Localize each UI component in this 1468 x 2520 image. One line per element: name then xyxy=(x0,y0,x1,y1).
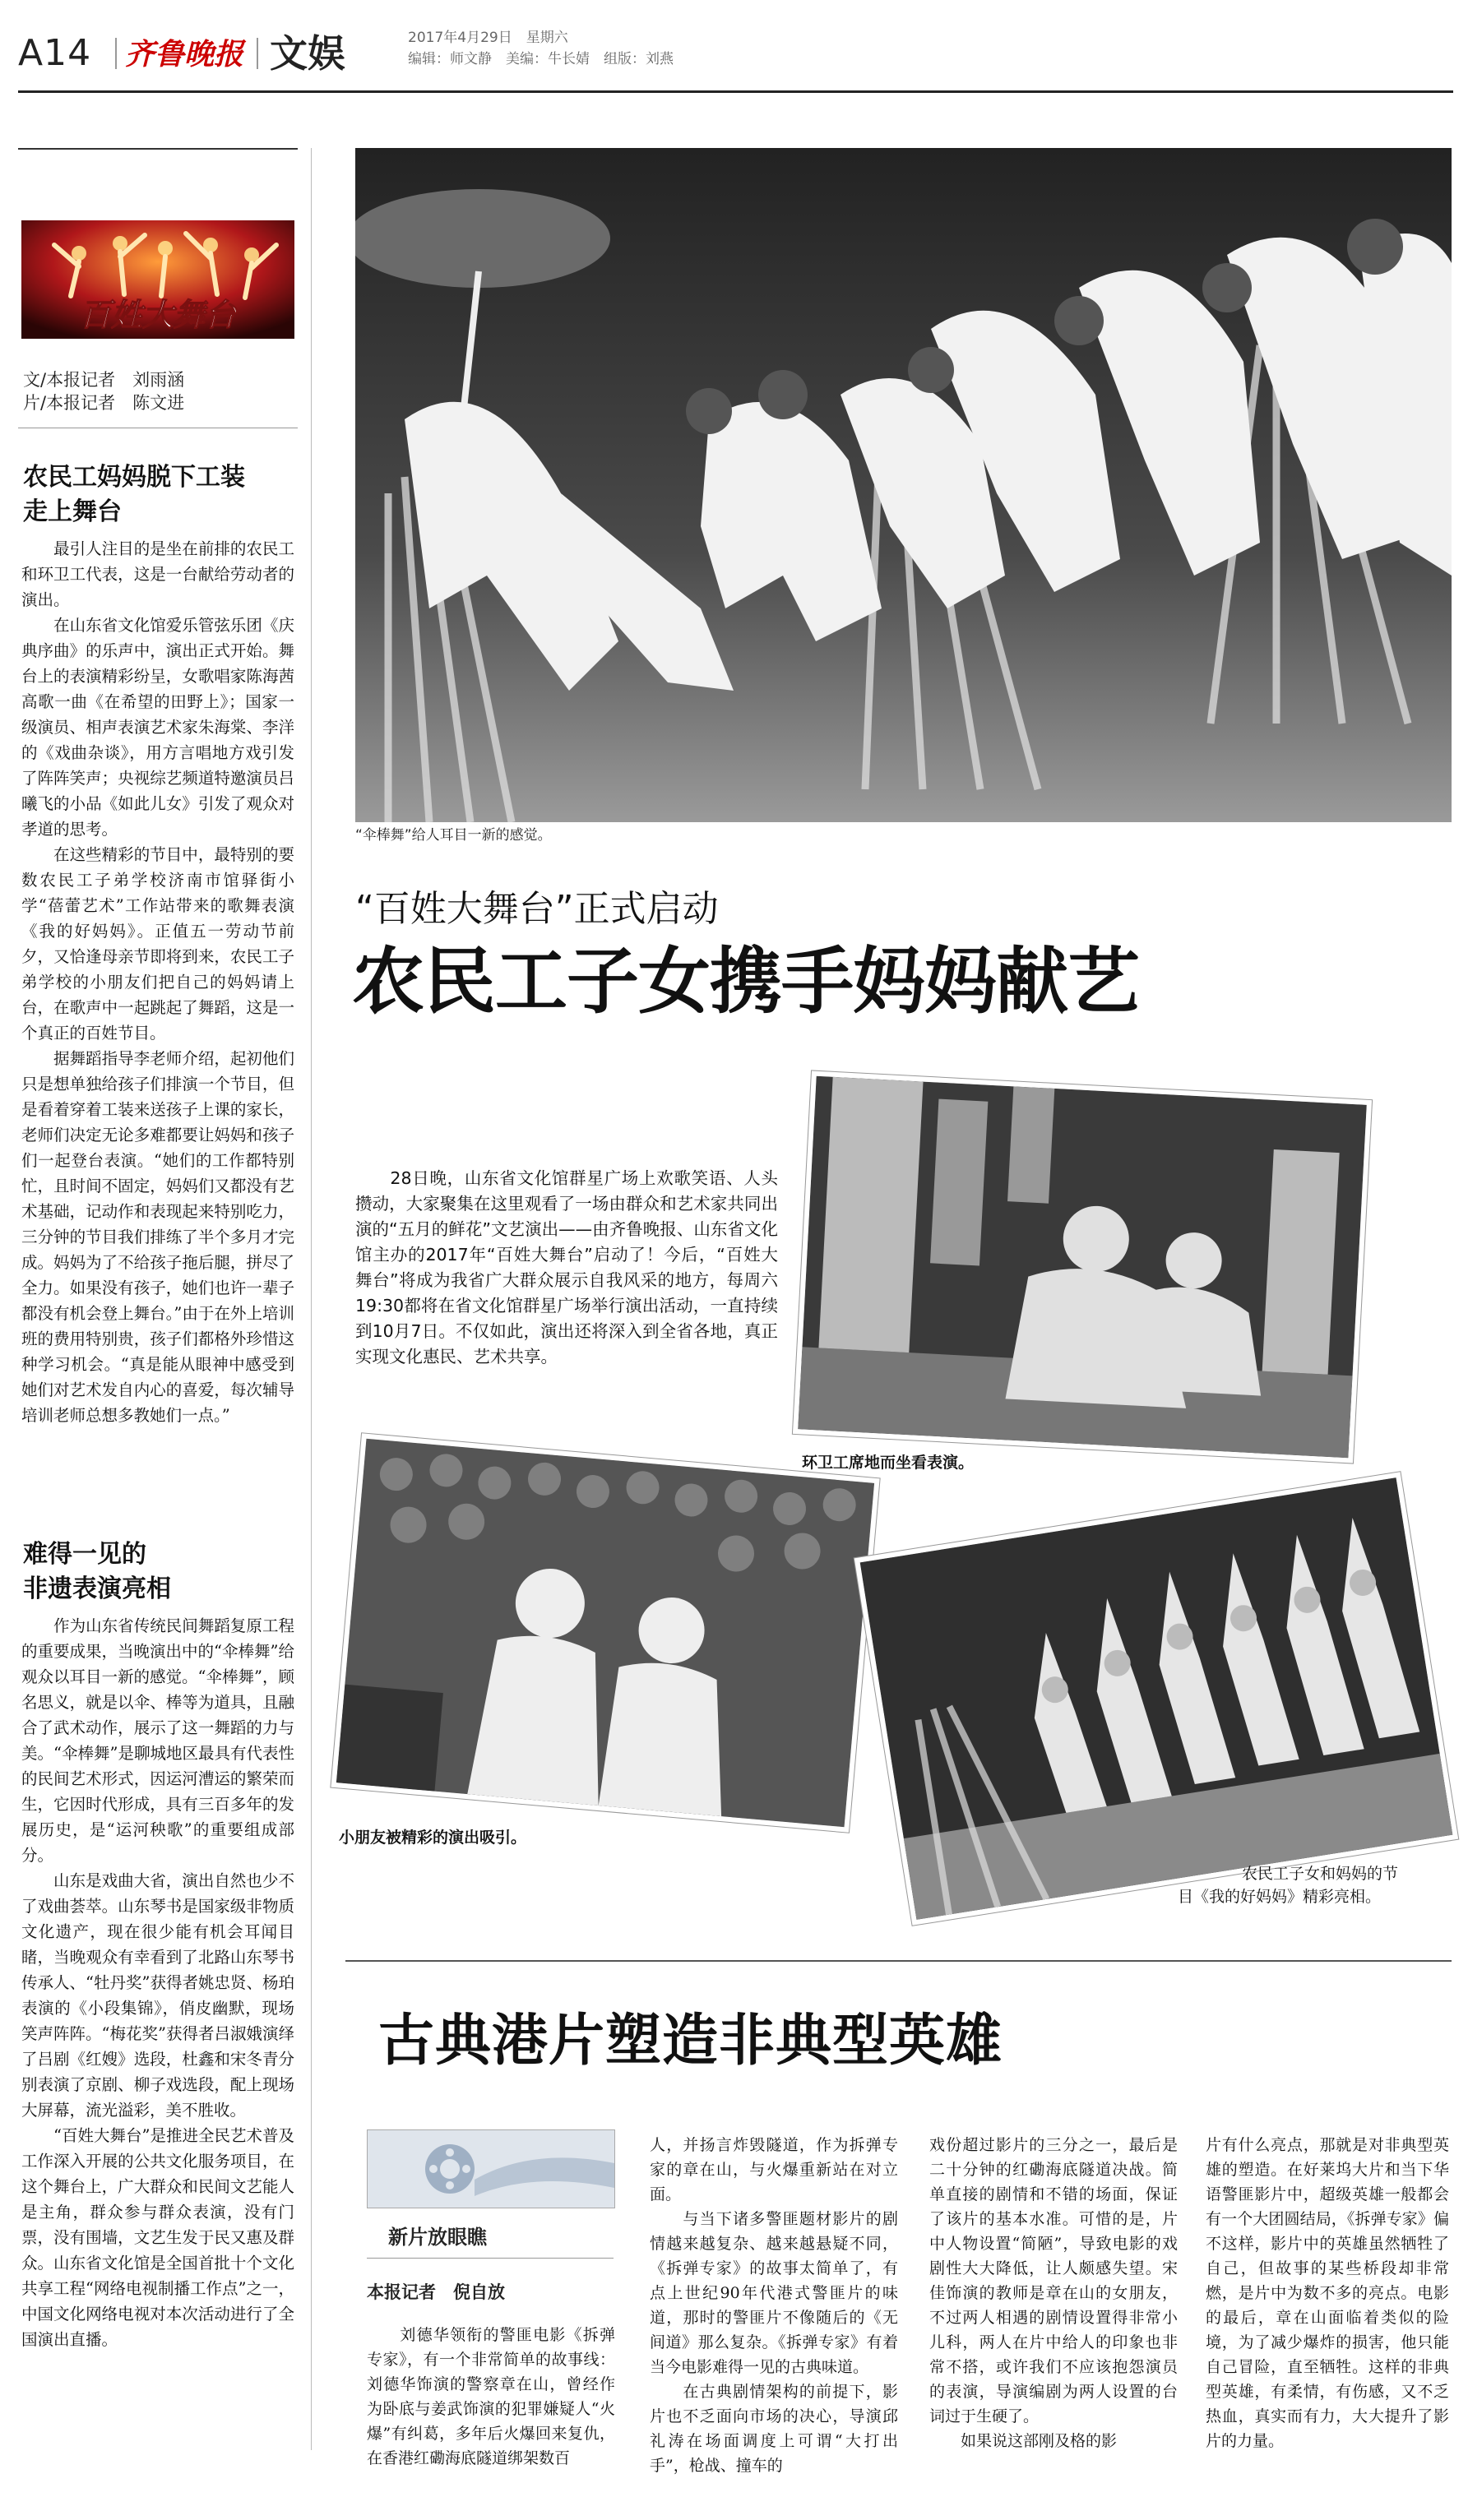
film-review-title: 古典港片塑造非典型英雄 xyxy=(378,2008,1003,2074)
sanitation-workers-caption: 环卫工席地而坐看表演。 xyxy=(802,1454,975,1472)
section-name: 文娱 xyxy=(270,31,345,76)
event-logo xyxy=(21,220,294,339)
paper-name: 齐鲁晚报 xyxy=(125,37,244,72)
headline-kicker: “百姓大舞台”正式启动 xyxy=(355,888,719,930)
byline-writer: 文/本报记者 刘雨涵 xyxy=(23,370,185,390)
mother-child-dance-caption-line2: 目《我的好妈妈》精彩亮相。 xyxy=(1178,1888,1382,1906)
left-body-2: 作为山东省传统民间舞蹈复原工程的重要成果，当晚演出中的“伞棒舞”给观众以耳目一新的感觉。“伞棒舞”，顾名思义，就是以伞、棒等为道具，且融合了武术动作，展示了这一舞蹈的力与美。“伞棒舞”是聊城地区最具有代表性的民间艺术形式，因运河漕运的繁荣而生，它因时代形成，具有三百多年的发展历史，是“运河秧歌”的重要组成部分。 山东是戏曲大省，演出自然也少不了戏曲荟萃。山东琴书是国家级非物质文化遗产，现在很少能有机会耳闻目睹，当晚观众有幸看到了北路山东琴书传承人、“牡丹奖”获得者姚忠贤、杨珀表演的《小段集锦》，俏皮幽默，现场笑声阵阵。“梅花奖”获得者吕淑娥演绎了吕剧《红嫂》选段，杜鑫和宋冬青分别表演了京剧、柳子戏选段，配上现场大屏幕，流光溢彩，美不胜收。 “百姓大舞台”是推进全民艺术普及工作深入开展的公共文化服务项目，在这个舞台上，广大群众和民间文艺能人是主角，群众参与群众表演，没有门票，没有围墙，文艺生发于民又惠及群众。山东省文化馆是全国首批十个文化共享工程“网络电视制播工作点”之一，中国文化网络电视对本次活动进行了全国演出直播。 xyxy=(21,1616,294,2349)
event-logo-text: 百姓大舞台 xyxy=(79,296,237,333)
mother-child-dance-photo xyxy=(854,1472,1458,1926)
umbrella-dance-caption: “伞棒舞”给人耳目一新的感觉。 xyxy=(355,827,552,844)
masthead-divider xyxy=(115,38,117,69)
page-number: A14 xyxy=(18,32,92,74)
column-divider xyxy=(311,148,312,2450)
film-column-label: 新片放眼瞧 xyxy=(388,2226,487,2249)
film-review-col2: 人，并扬言炸毁隧道，作为拆弹专家的章在山，与火爆重新站在对立面。 与当下诸多警匪题材影片的剧情越来越复杂、越来越悬疑不同，《拆弹专家》的故事太简单了，有点上世纪90年代港式警匪片的味道，那时的警匪片不像随后的《无间道》那么复杂。《拆弹专家》有着当今电影难得一见的古典味道。 在古典剧情架构的前提下，影片也不乏面向市场的决心，导演邱礼涛在场面调度上可谓“大打出手”，枪战、撞车的 xyxy=(650,2136,898,2475)
film-review-col4: 片有什么亮点，那就是对非典型英雄的塑造。在好莱坞大片和当下华语警匪影片中，超级英雄一般都会有一个大团圆结局，《拆弹专家》偏不这样，影片中的英雄虽然牺牲了自己，但故事的某些桥段却非常燃，是片中为数不多的亮点。电影的最后，章在山面临着类似的险境，为了减少爆炸的损害，他只能自己冒险，直至牺牲。这样的非典型英雄，有柔情，有伤感，又不乏热血，真实而有力，大大提升了影片的力量。 xyxy=(1206,2136,1449,2450)
subhead-migrant-mothers: 农民工妈妈脱下工装 走上舞台 xyxy=(23,463,245,526)
subhead-heritage: 难得一见的 非遗表演亮相 xyxy=(23,1540,171,1603)
headline-title: 农民工子女携手妈妈献艺 xyxy=(352,939,1140,1024)
byline-photographer: 片/本报记者 陈文进 xyxy=(23,393,185,413)
masthead-rule xyxy=(18,90,1453,93)
film-review-col3: 戏份超过影片的三分之一，最后是二十分钟的红磡海底隧道决战。简单直接的剧情和不错的场面，保证了该片的基本水准。可惜的是，片中人物设置“简陋”，导致电影的戏剧性大大降低，让人颇感失望。宋佳饰演的教师是章在山的女朋友，不过两人相遇的剧情设置得非常小儿科，两人在片中给人的印象也非常不搭，或许我们不应该抱怨演员的表演，导演编剧为两人设置的台词过于生硬了。 如果说这部刚及格的影 xyxy=(929,2136,1178,2450)
left-body-1: 最引人注目的是坐在前排的农民工和环卫工代表，这是一台献给劳动者的演出。 在山东省文化馆爱乐管弦乐团《庆典序曲》的乐声中，演出正式开始。舞台上的表演精彩纷呈，女歌唱家陈海茜高歌一曲《在希望的田野上》；国家一级演员、相声表演艺术家朱海棠、李洋的《戏曲杂谈》，用方言唱地方戏引发了阵阵笑声；央视综艺频道特邀演员吕曦飞的小品《如此儿女》引发了观众对孝道的思考。 在这些精彩的节目中，最特别的要数农民工子弟学校济南市馆驿街小学“蓓蕾艺术”工作站带来的歌舞表演《我的好妈妈》。正值五一劳动节前夕，又恰逢母亲节即将到来，农民工子弟学校的小朋友们把自己的妈妈请上台，在歌声中一起跳起了舞蹈，这是一个真正的百姓节目。 据舞蹈指导李老师介绍，起初他们只是想单独给孩子们排演一个节目，但是看着穿着工装来送孩子上课的家长，老师们决定无论多难都要让妈妈和孩子们一起登台表演。“她们的工作都特别忙，且时间不固定，妈妈们又都没有艺术基础，记动作和表现起来特别吃力，三分钟的节目我们排练了半个多月才完成。妈妈为了不给孩子拖后腿，拼尽了全力。如果没有孩子，她们也许一辈子都没有机会登上舞台。”由于在外上培训班的费用特别贵，孩子们都格外珍惜这种学习机会。“真是能从眼神中感受到她们对艺术发自内心的喜爱，每次辅导培训老师总想多教她们一点。” xyxy=(21,539,294,1425)
film-column-logo xyxy=(367,2129,615,2208)
sanitation-workers-photo xyxy=(793,1070,1372,1463)
section-rule xyxy=(345,1960,1452,1962)
column-rule xyxy=(18,148,298,150)
column-rule xyxy=(367,2258,614,2259)
kids-watching-caption: 小朋友被精彩的演出吸引。 xyxy=(339,1829,527,1847)
kids-watching-photo xyxy=(331,1433,879,1832)
mother-child-dance-caption-line1: 农民工子女和妈妈的节 xyxy=(1242,1865,1399,1883)
umbrella-dance-photo xyxy=(355,148,1452,822)
lead-paragraph: 28日晚，山东省文化馆群星广场上欢歌笑语、人头攒动，大家聚集在这里观看了一场由群众和艺术家共同出演的“五月的鲜花”文艺演出——由齐鲁晚报、山东省文化馆主办的2017年“百姓大舞台”启动了！今后，“百姓大舞台”将成为我省广大群众展示自我风采的地方，每周六19:30都将在省文化馆群星广场举行演出活动，一直持续到10月7日。不仅如此，演出还将深入到全省各地，真正实现文化惠民、艺术共享。 xyxy=(355,1168,778,1366)
editors-line: 编辑：师文静 美编：牛长婧 组版：刘燕 xyxy=(408,51,674,67)
film-review-byline: 本报记者 倪自放 xyxy=(367,2282,505,2302)
masthead-divider xyxy=(257,38,258,69)
film-review-col1: 刘德华领衔的警匪电影《拆弹专家》，有一个非常简单的故事线：刘德华饰演的警察章在山，曾经作为卧底与姜武饰演的犯罪嫌疑人“火爆”有纠葛，多年后火爆回来复仇，在香港红磡海底隧道绑架数百 xyxy=(367,2326,615,2467)
date-line: 2017年4月29日 星期六 xyxy=(408,30,568,46)
